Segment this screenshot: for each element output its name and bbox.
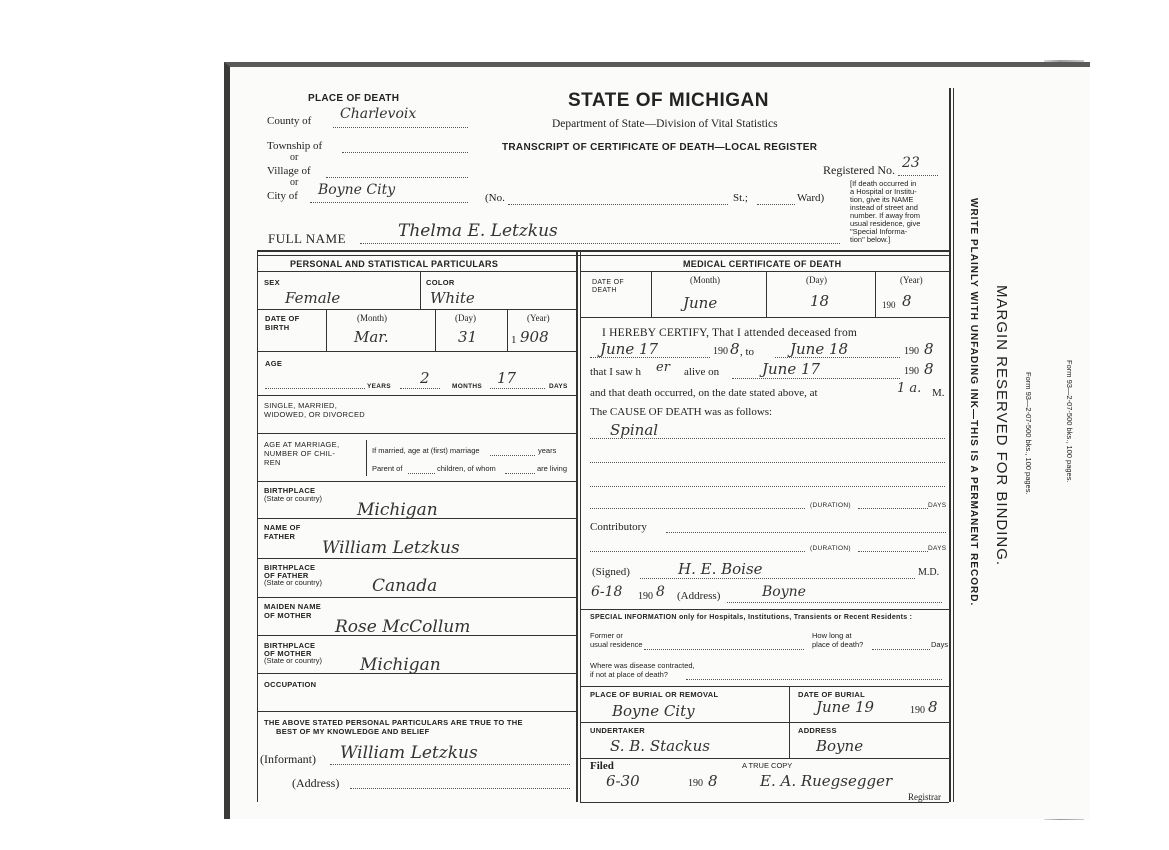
saw-year-prefix: 190: [904, 366, 919, 377]
bp-mother-label: BIRTHPLACE: [264, 641, 316, 650]
duration-label: (DURATION): [810, 502, 851, 509]
registered-value: 23: [902, 155, 920, 171]
form-number: Form 93—2-07-500 bks., 100 pages.: [1065, 360, 1074, 483]
dod-year-label: (Year): [900, 275, 923, 285]
age-years-label: YEARS: [367, 383, 391, 390]
personal-section-title: PERSONAL AND STATISTICAL PARTICULARS: [290, 259, 499, 269]
former-residence-label: Former or: [590, 631, 623, 640]
ward-label: Ward): [797, 192, 825, 204]
father-label: NAME OF: [264, 523, 301, 532]
from-date: June 17: [600, 340, 659, 358]
father-value: William Letzkus: [322, 538, 460, 558]
how-long-label: place of death?: [812, 640, 864, 649]
dod-year-value: 8: [902, 292, 912, 310]
city-label: City of: [267, 190, 298, 202]
color-label: COLOR: [426, 278, 455, 287]
how-long-label: How long at: [812, 631, 852, 640]
mother-label: OF MOTHER: [264, 611, 312, 620]
father-label: FATHER: [264, 532, 296, 541]
true-copy-label: A TRUE COPY: [742, 761, 793, 770]
age-label: AGE: [265, 359, 283, 368]
sex-value: Female: [285, 289, 341, 307]
death-time: 1 a.: [897, 381, 922, 396]
true-statement: BEST OF MY KNOWLEDGE AND BELIEF: [276, 727, 430, 736]
parent-of-label: Parent of: [372, 464, 403, 473]
to-year-prefix: 190: [904, 346, 919, 357]
dod-day-value: 18: [810, 292, 830, 310]
from-year-prefix: 190: [713, 346, 728, 357]
death-occurred-label: and that death occurred, on the date stated above, at: [590, 387, 818, 399]
years-word: years: [538, 446, 557, 455]
contracted-label: Where was disease contracted,: [590, 661, 695, 670]
registered-label: Registered No.: [823, 163, 895, 177]
dob-year-label: (Year): [527, 313, 550, 323]
filed-year: 8: [708, 772, 718, 790]
bp-father-label: BIRTHPLACE: [264, 563, 316, 572]
certify-line: I HEREBY CERTIFY, That I attended deceased from: [602, 327, 858, 339]
registrar-signature: E. A. Ruegsegger: [760, 772, 893, 790]
dob-year-prefix: 1: [511, 334, 517, 346]
cause-label: The CAUSE OF DEATH was as follows:: [590, 406, 773, 418]
bp-mother-sublabel: (State or country): [264, 656, 322, 665]
dob-month-label: (Month): [357, 313, 387, 323]
burial-date-value: June 19: [816, 698, 875, 716]
age-days-label: DAYS: [549, 383, 568, 390]
age-months-label: MONTHS: [452, 383, 482, 390]
md-label: M.D.: [918, 567, 940, 578]
medical-section-title: MEDICAL CERTIFICATE OF DEATH: [683, 259, 842, 269]
informant-label: (Informant): [260, 752, 316, 766]
street-no-label: (No.: [485, 192, 505, 204]
undertaker-address-value: Boyne: [816, 737, 864, 755]
age-marriage-label: AGE AT MARRIAGE,: [264, 440, 340, 449]
sex-label: SEX: [264, 278, 280, 287]
undertaker-address-label: ADDRESS: [798, 726, 837, 735]
sign-date: 6-18: [591, 584, 623, 600]
burial-date-label: DATE OF BURIAL: [798, 690, 865, 699]
are-living-label: are living: [537, 464, 568, 473]
place-of-death-heading: PLACE OF DEATH: [308, 93, 400, 104]
to-year: 8: [924, 340, 934, 358]
contributory-label: Contributory: [590, 521, 647, 533]
undertaker-value: S. B. Stackus: [610, 737, 710, 755]
dob-day-value: 31: [458, 328, 478, 346]
county-label: County of: [267, 115, 312, 127]
full-name-label: FULL NAME: [268, 231, 347, 246]
filed-year-prefix: 190: [688, 778, 703, 789]
age-months-value: 2: [420, 369, 430, 387]
or-label: or: [290, 152, 299, 163]
mother-value: Rose McCollum: [335, 617, 471, 637]
filed-date: 6-30: [606, 772, 640, 790]
age-marriage-label: REN: [264, 458, 281, 467]
burial-year-prefix: 190: [910, 705, 925, 716]
marital-label: SINGLE, MARRIED,: [264, 401, 338, 410]
dob-year-value: 908: [520, 328, 549, 346]
city-value: Boyne City: [318, 182, 396, 198]
color-value: White: [430, 289, 475, 307]
street-label: St.;: [733, 192, 748, 204]
township-label: Township of: [267, 140, 323, 152]
saw-pronoun: er: [656, 360, 670, 375]
bp-father-sublabel: (State or country): [264, 578, 322, 587]
death-meridian: M.: [932, 387, 945, 399]
birthplace-label: BIRTHPLACE: [264, 486, 316, 495]
dod-year-prefix: 190: [882, 300, 896, 310]
write-plainly-notice: WRITE PLAINLY WITH UNFADING INK—THIS IS A PERMANENT RECORD.: [968, 198, 979, 607]
former-residence-label: usual residence: [590, 640, 643, 649]
bp-mother-label: OF MOTHER: [264, 649, 312, 658]
age-marriage-label: NUMBER OF CHIL-: [264, 449, 336, 458]
full-name-value: Thelma E. Letzkus: [398, 221, 558, 241]
from-year: 8: [730, 340, 740, 358]
dod-label: DATE OF: [592, 279, 624, 286]
signer-address-value: Boyne: [762, 584, 806, 600]
days-label: DAYS: [928, 502, 947, 509]
occupation-label: OCCUPATION: [264, 680, 317, 689]
transcript-title: TRANSCRIPT OF CERTIFICATE OF DEATH—LOCAL REGISTER: [502, 142, 818, 153]
children-of-whom-label: children, of whom: [437, 464, 496, 473]
county-value: Charlevoix: [340, 106, 417, 122]
cause-value: Spinal: [610, 421, 659, 439]
signed-value: H. E. Boise: [678, 560, 763, 578]
department-line: Department of State—Division of Vital Statistics: [552, 118, 778, 130]
dod-month-value: June: [683, 294, 718, 312]
dod-month-label: (Month): [690, 275, 720, 285]
to-date: June 18: [790, 340, 849, 358]
mother-label: MAIDEN NAME: [264, 602, 322, 611]
dob-month-value: Mar.: [354, 328, 389, 346]
true-statement: THE ABOVE STATED PERSONAL PARTICULARS ARE TRUE TO THE: [264, 718, 523, 727]
address-label: (Address): [292, 776, 340, 790]
filed-label: Filed: [590, 760, 614, 772]
signer-address-label: (Address): [677, 590, 721, 602]
bp-father-value: Canada: [372, 576, 438, 596]
undertaker-label: UNDERTAKER: [590, 726, 645, 735]
burial-year: 8: [928, 698, 938, 716]
dob-day-label: (Day): [455, 313, 476, 323]
informant-value: William Letzkus: [340, 743, 478, 763]
form-number: Form 93—2-07-500 bks., 100 pages.: [1024, 372, 1033, 495]
signed-label: (Signed): [592, 566, 630, 578]
contracted-label: if not at place of death?: [590, 670, 668, 679]
state-title: STATE OF MICHIGAN: [568, 90, 769, 111]
registrar-label: Registrar: [908, 792, 941, 802]
dob-label: DATE OF: [265, 314, 300, 323]
birthplace-value: Michigan: [357, 500, 438, 520]
sign-year-prefix: 190: [638, 591, 653, 602]
married-age-line: If married, age at (first) marriage: [372, 446, 480, 455]
binding-margin-notice: MARGIN RESERVED FOR BINDING.: [993, 285, 1010, 567]
saw-date: June 17: [762, 360, 821, 378]
or-label: or: [290, 177, 299, 188]
bp-mother-value: Michigan: [360, 655, 441, 675]
hospital-note: [If death occurred in a Hospital or Institu- tion, give its NAME instead of street and number. If away from usual residence, give "Special Informa- tion" below.]: [850, 179, 921, 244]
saw-year: 8: [924, 360, 934, 378]
dod-day-label: (Day): [806, 275, 827, 285]
days-word: Days: [931, 640, 949, 649]
burial-place-label: PLACE OF BURIAL OR REMOVAL: [590, 690, 719, 699]
burial-place-value: Boyne City: [612, 702, 695, 720]
age-days-value: 17: [497, 369, 517, 387]
bp-father-label: OF FATHER: [264, 571, 309, 580]
birthplace-sublabel: (State or country): [264, 494, 322, 503]
duration-label: (DURATION): [810, 545, 851, 552]
saw-label: that I saw h: [590, 366, 642, 378]
days-label: DAYS: [928, 545, 947, 552]
alive-on-label: alive on: [684, 366, 720, 378]
village-label: Village of: [267, 165, 311, 177]
sign-year: 8: [656, 584, 665, 600]
dod-label: DEATH: [592, 287, 617, 294]
dob-label: BIRTH: [265, 323, 290, 332]
special-info-heading: SPECIAL INFORMATION only for Hospitals, Institutions, Transients or Recent Residents :: [590, 614, 913, 621]
marital-label: WIDOWED, OR DIVORCED: [264, 410, 365, 419]
to-word: , to: [740, 346, 755, 358]
